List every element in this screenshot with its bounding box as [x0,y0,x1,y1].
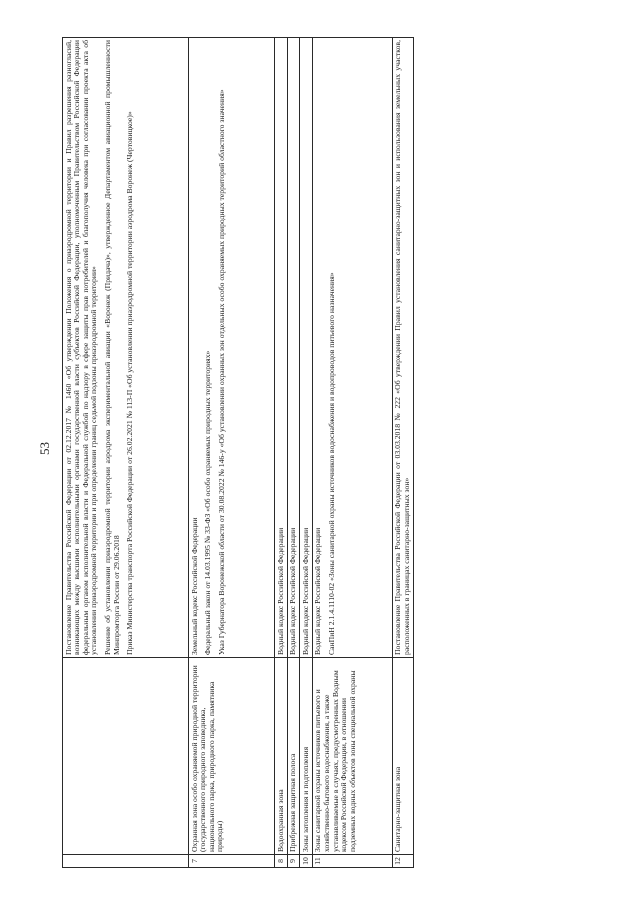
documents-cell [275,38,288,658]
document-text: Постановление Правительства Российской Федерации от 02.12.2017 № 1460 «Об утверждении Положения о приаэродромной территории и Правил разрешения разногласий, возникающих между высшими исполнительными органами государственной власти субъектов Российской Федерации, уполномоченным Правительством Российской Федерации федеральным органом исполнительной власти и Федеральной службой по надзору в сфере защиты прав потребителей и благополучия человека при согласовании проекта акта об установлении приаэродромной территории и при определении границ седьмой подзоны приаэродромной территории» [63,40,99,655]
row-number: 9 [287,855,300,868]
documents-cell [63,38,189,658]
document-text: Федеральный закон от 14.03.1995 № 33-ФЗ «Об особо охраняемых природных территориях» [203,350,213,655]
table-body [63,38,414,868]
table-row [189,38,275,868]
document-text: Земельный кодекс Российской Федерации [189,517,199,655]
row-number [63,855,189,868]
rotated-table-wrapper [62,38,620,868]
document-text: Указ Губернатора Воронежской области от 30.08.2022 № 146-у «Об установлении охранных зон отдельных особо охраняемых природных территорий областного значения» [216,89,226,655]
zone-name [63,658,189,855]
table-row [275,38,288,868]
table-row [63,38,189,868]
zone-name: Зоны затопления и подтопления [300,658,313,855]
table-row [300,38,313,868]
document-text: Водный кодекс Российской Федерации [313,527,323,655]
document-text: Водный кодекс Российской Федерации [275,527,285,655]
row-number: 7 [189,855,275,868]
document-text: Приказ Министерства транспорта Российской Федерации от 26.02.2021 № 113-П «Об установлении приаэродромной территории аэродрома Воронеж (Чертовицкое)» [125,111,135,655]
table-row [287,38,300,868]
row-number: 11 [312,855,392,868]
row-number: 12 [392,855,413,868]
page-number: 53 [37,442,52,455]
zone-name: Водоохранная зона [275,658,288,855]
document-text: СанПиН 2.1.4.1110-02 «Зоны санитарной охраны источников водоснабжения и водопроводов питьевого назначения» [327,272,336,655]
documents-cell [392,38,413,658]
zone-name: Зоны санитарной охраны источников питьевого и хозяйственно-бытового водоснабжения, а также устанавливаемые в случаях, предусмотренных Водным кодексом Российской Федерации, в отношении подземных водных объектов зоны специальной охраны [312,658,392,855]
document-text: Водный кодекс Российской Федерации [300,527,310,655]
document-text: Решение об установлении приаэродромной территории аэродрома экспериментальной авиации «Воронеж (Придача)», утвержденное Департаментом авиационной промышленности Минпромторга России от 29.06.2018 [103,40,121,655]
row-number: 10 [300,855,313,868]
documents-cell [189,38,275,658]
documents-cell [287,38,300,658]
documents-cell [312,38,392,658]
document-text: Водный кодекс Российской Федерации [288,527,298,655]
table-row [392,38,413,868]
legal-documents-table [62,37,414,868]
zone-name: Охранная зона особо охраняемой природной территории (государственного природного заповедника, национального парка, природного парка, памятника природы) [189,658,275,855]
zone-name: Санитарно-защитная зона [392,658,413,855]
row-number: 8 [275,855,288,868]
table-row [312,38,392,868]
documents-cell [300,38,313,658]
zone-name: Прибрежная защитная полоса [287,658,300,855]
document-text: Постановление Правительства Российской Федерации от 03.03.2018 № 222 «Об утверждении Правил установления санитарно-защитных зон и использования земельных участков, расположенных в границах санитарно-защитных зон» [393,40,411,655]
